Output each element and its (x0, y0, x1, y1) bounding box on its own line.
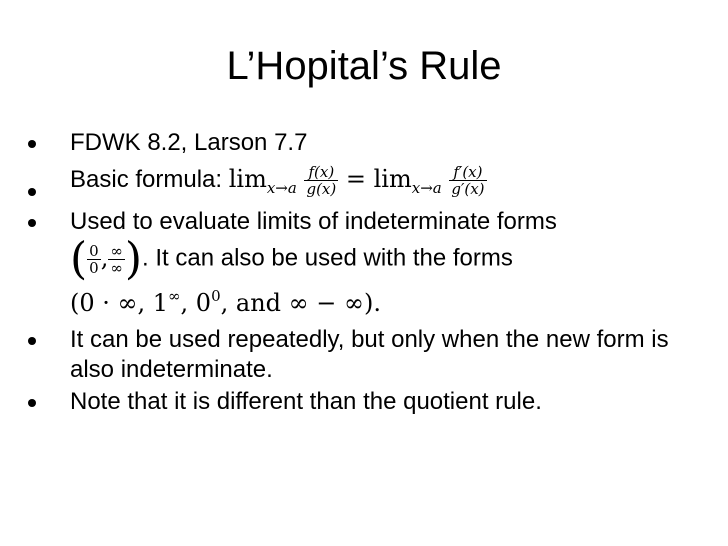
fraction-fprime-over-gprime (449, 164, 486, 197)
denominator: g(x) (306, 180, 337, 198)
slide-title: L’Hopital’s Rule (226, 44, 502, 88)
lim-subscript: x→a (411, 179, 442, 197)
bullet-dot (28, 399, 36, 407)
bullet-text: Note that it is different than the quotient rule. (70, 388, 542, 415)
lim-word: lim (373, 165, 412, 193)
bullet-indeterminate-forms (24, 207, 704, 319)
bullet-text: Basic formula: (70, 166, 223, 193)
bullet-dot (28, 219, 36, 227)
equals-sign: = (345, 165, 366, 193)
bullet-text: . It can also be used with the forms (142, 244, 513, 272)
forms-list: (0 · ∞, 1∞, $0^0$, and ∞ − ∞). (70, 287, 381, 317)
numerator: f(x) (304, 164, 338, 181)
bullet-quotient-rule (24, 387, 704, 417)
lim-word: lim (228, 165, 267, 193)
bullet-list (24, 128, 704, 417)
fraction-inf-over-inf: $\frac{\infty}{\infty}$ (110, 241, 123, 277)
bullet-text: It can be used repeatedly, but only when the new form is also indeterminate. (70, 326, 669, 383)
bullet-references (24, 128, 704, 158)
bullet-text: FDWK 8.2, Larson 7.7 (70, 129, 308, 156)
bullet-basic-formula (24, 164, 704, 203)
bullet-text: Used to evaluate limits of indeterminate forms (70, 208, 557, 235)
fraction-f-over-g (304, 164, 338, 197)
bullet-dot (28, 140, 36, 148)
denominator: g′(x) (451, 180, 485, 198)
bullet-repeated-use (24, 325, 704, 385)
bullet-dot (28, 337, 36, 345)
formula (228, 163, 487, 198)
bullet-dot (28, 188, 36, 196)
forms-fractions: ( $\frac{0}{0}$ , $\frac{\infty}{\infty}$ ) (70, 233, 143, 284)
fraction-zero-over-zero: $\frac{0}{0}$ (89, 241, 99, 277)
lim-subscript: x→a (266, 179, 297, 197)
numerator: f′(x) (449, 164, 486, 181)
